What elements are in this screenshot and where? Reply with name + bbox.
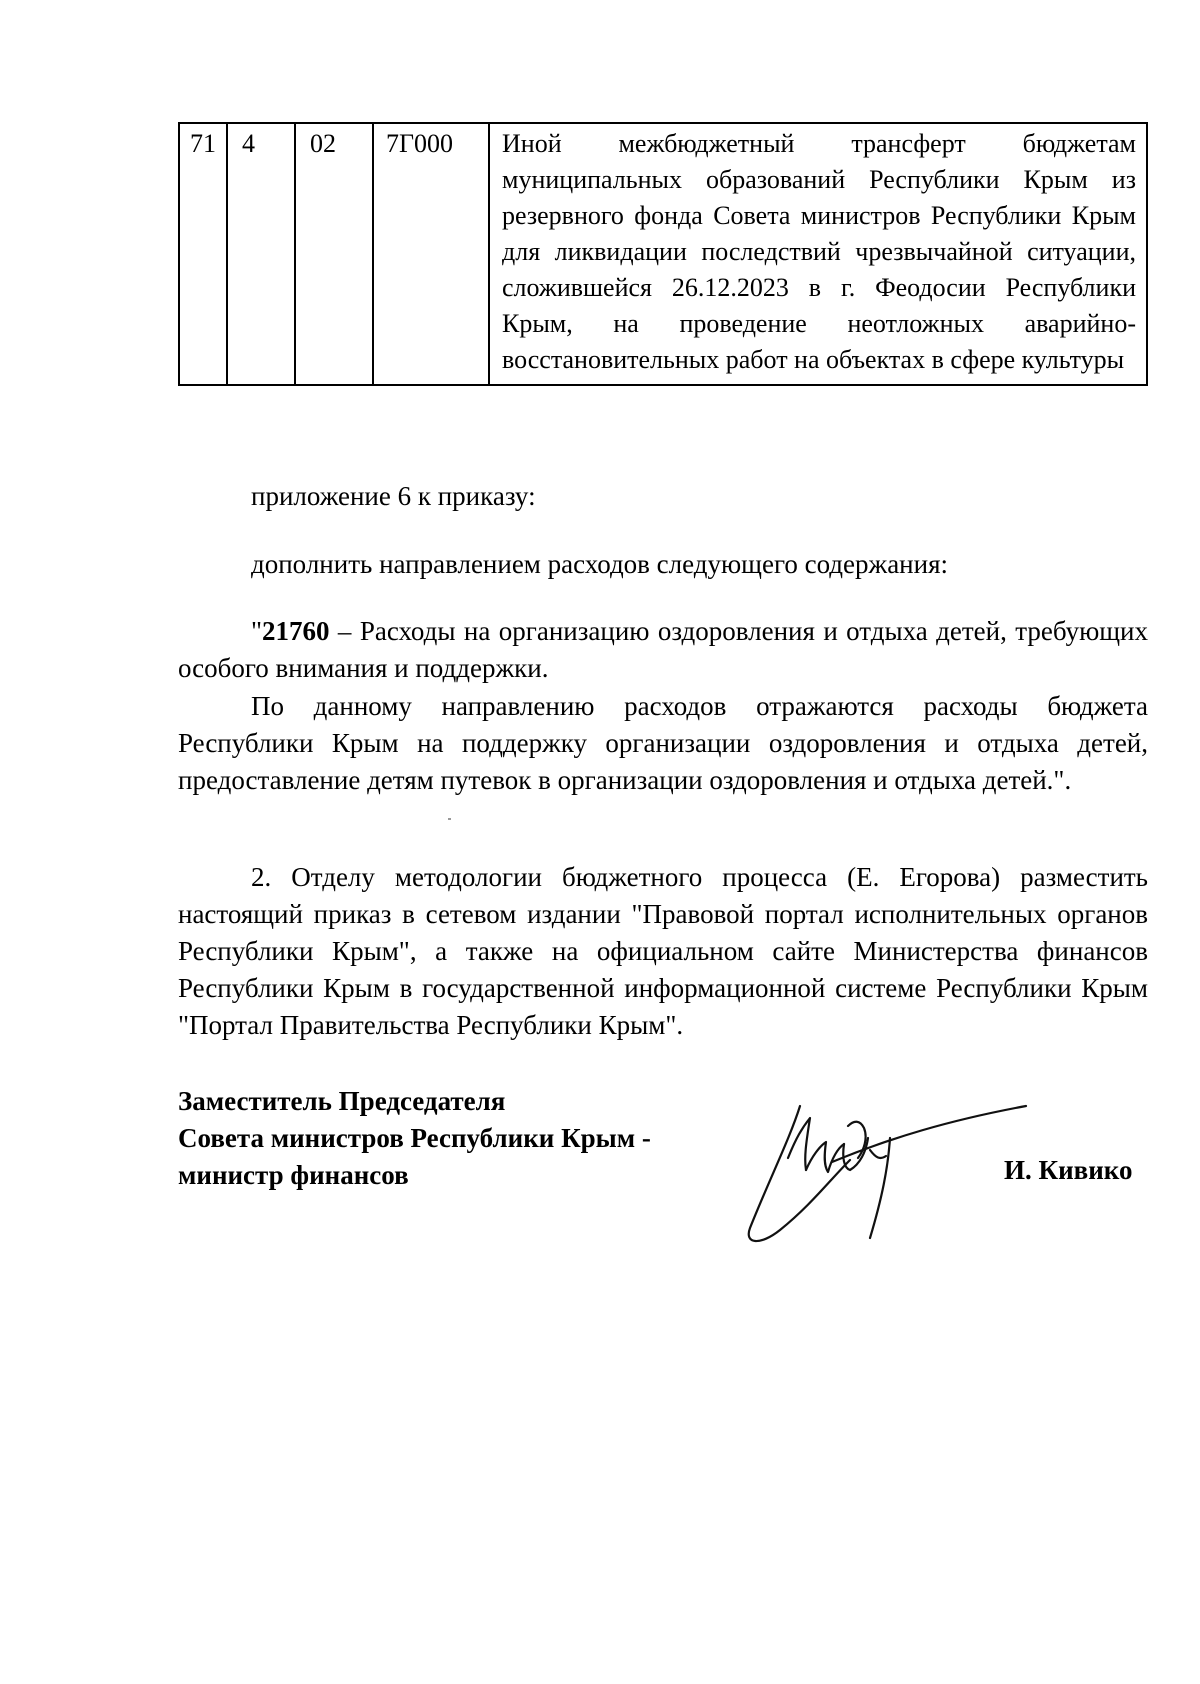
table-cell-code-1: 71: [179, 123, 227, 385]
expense-item-title-text: – Расходы на организацию оздоровления и отдыха детей, требующих особого внимания и поддержки.: [178, 616, 1148, 683]
expense-item-body: По данному направлению расходов отражаются расходы бюджета Республики Крым на поддержку организации оздоровления и отдыха детей, предоставление детям путевок в организации оздоровления и отдыха детей.".: [178, 691, 1148, 795]
signatory-title: [178, 1083, 651, 1194]
table-cell-code-2: 4: [227, 123, 295, 385]
handwritten-signature: [740, 1098, 1030, 1248]
expense-item-quote: ": [251, 616, 263, 646]
scan-speck: [448, 818, 451, 820]
table-cell-code-4: 7Г000: [373, 123, 489, 385]
table-cell-description: Иной межбюджетный трансферт бюджетам муниципальных образований Республики Крым из резервного фонда Совета министров Республики Крым для ликвидации последствий чрезвычайной ситуации, сложившейся 26.12.2023 в г. Феодосии Республики Крым, на проведение неотложных аварийно-восстановительных работ на объектах в сфере культуры: [489, 123, 1147, 385]
expense-item-code: 21760: [262, 616, 330, 646]
signatory-title-line-1: Заместитель Председателя: [178, 1086, 506, 1116]
signatory-title-line-2: Совета министров Республики Крым -: [178, 1123, 651, 1153]
expense-item-title: [178, 613, 1148, 687]
budget-classification-table: [178, 122, 1148, 386]
signatory-name: И. Кивико: [1004, 1155, 1133, 1185]
table-row: [179, 123, 1147, 385]
appendix-reference: приложение 6 к приказу:: [251, 481, 536, 511]
signatory-title-line-3: министр финансов: [178, 1160, 409, 1190]
table-cell-code-3: 02: [295, 123, 373, 385]
supplement-line: дополнить направлением расходов следующего содержания:: [251, 549, 948, 579]
item-2-paragraph: 2. Отделу методологии бюджетного процесса (Е. Егорова) разместить настоящий приказ в сетевом издании "Правовой портал исполнительных органов Республики Крым", а также на официальном сайте Министерства финансов Республики Крым в государственной информационной системе Республики Крым "Портал Правительства Республики Крым".: [178, 862, 1148, 1040]
